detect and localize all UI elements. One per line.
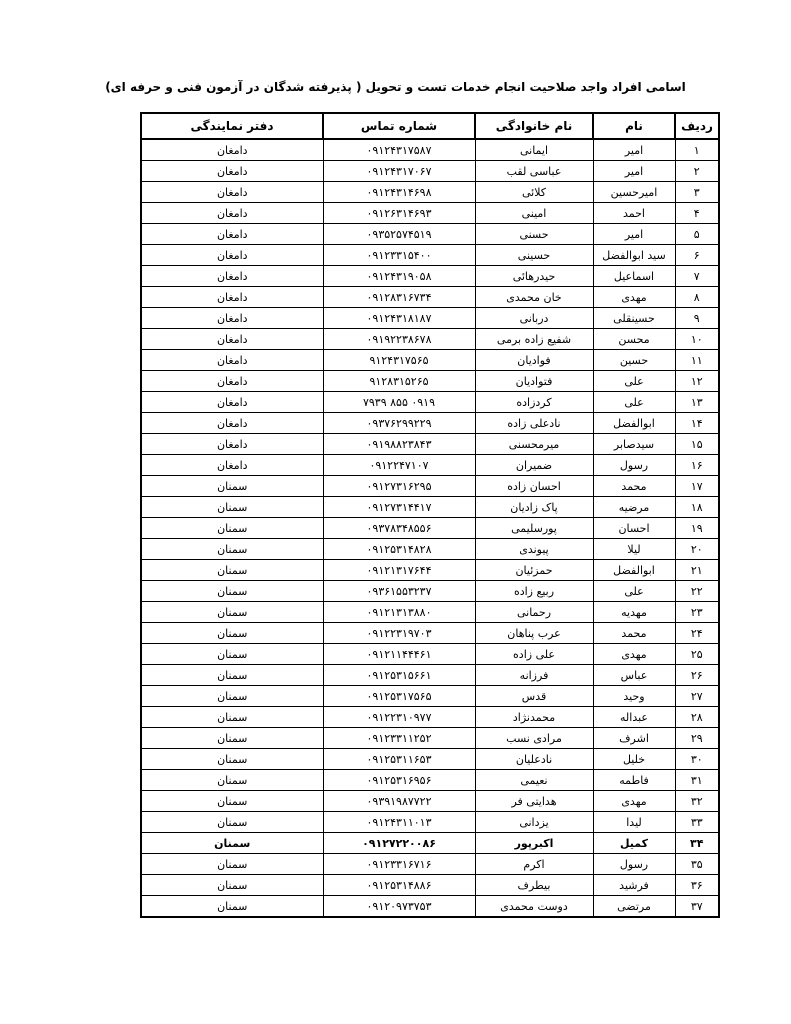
cell-phone: ۹۱۲۸۳۱۵۲۶۵: [323, 371, 475, 392]
table-row: [141, 245, 719, 266]
cell-row-number: ۲۲: [675, 581, 719, 602]
cell-office: دامغان: [141, 434, 323, 455]
table-row: [141, 602, 719, 623]
cell-row-number: ۳: [675, 182, 719, 203]
cell-first-name: مهدی: [593, 644, 675, 665]
cell-last-name: ایمانی: [475, 139, 593, 161]
cell-row-number: ۳۵: [675, 854, 719, 875]
cell-office: سمنان: [141, 812, 323, 833]
table-row: [141, 455, 719, 476]
cell-row-number: ۷: [675, 266, 719, 287]
cell-office: سمنان: [141, 539, 323, 560]
table-header-row: [141, 113, 719, 139]
cell-first-name: مرتضی: [593, 896, 675, 918]
cell-row-number: ۲۳: [675, 602, 719, 623]
table-row: [141, 308, 719, 329]
cell-last-name: پیوندی: [475, 539, 593, 560]
cell-row-number: ۱۰: [675, 329, 719, 350]
table-row: [141, 875, 719, 896]
cell-first-name: عباس: [593, 665, 675, 686]
cell-first-name: عبداله: [593, 707, 675, 728]
cell-office: سمنان: [141, 665, 323, 686]
cell-phone: ۰۹۱۲۰۹۷۳۷۵۳: [323, 896, 475, 918]
cell-first-name: علی: [593, 392, 675, 413]
cell-last-name: فوادیان: [475, 350, 593, 371]
cell-phone: ۰۹۱۲۸۳۱۶۷۳۴: [323, 287, 475, 308]
cell-phone: ۰۹۱۲۴۳۱۷۰۶۷: [323, 161, 475, 182]
cell-first-name: محمد: [593, 476, 675, 497]
cell-last-name: حمزئیان: [475, 560, 593, 581]
cell-office: دامغان: [141, 161, 323, 182]
cell-first-name: مهدیه: [593, 602, 675, 623]
cell-office: دامغان: [141, 455, 323, 476]
cell-last-name: ضمیران: [475, 455, 593, 476]
cell-phone: ۰۹۳۵۲۵۷۴۵۱۹: [323, 224, 475, 245]
cell-phone: ۰۹۱۲۲۳۱۰۹۷۷: [323, 707, 475, 728]
cell-office: سمنان: [141, 833, 323, 854]
cell-row-number: ۳۱: [675, 770, 719, 791]
cell-first-name: احسان: [593, 518, 675, 539]
cell-first-name: ابوالفضل: [593, 560, 675, 581]
header-last-name: نام خانوادگی: [475, 113, 593, 139]
cell-last-name: اکرم: [475, 854, 593, 875]
cell-last-name: عرب پناهان: [475, 623, 593, 644]
table-row: [141, 770, 719, 791]
cell-first-name: امیر: [593, 161, 675, 182]
table-row: [141, 896, 719, 918]
cell-office: دامغان: [141, 329, 323, 350]
cell-phone: ۰۹۱۹ ۸۵۵ ۷۹۳۹: [323, 392, 475, 413]
cell-phone: ۰۹۱۲۷۳۱۴۴۱۷: [323, 497, 475, 518]
cell-row-number: ۱: [675, 139, 719, 161]
cell-last-name: خان محمدی: [475, 287, 593, 308]
table-row: [141, 203, 719, 224]
cell-last-name: عباسی لقب: [475, 161, 593, 182]
cell-first-name: سیدصابر: [593, 434, 675, 455]
page-title: اسامی افراد واجد صلاحیت انجام خدمات تست و تحویل ( پذیرفته شدگان در آزمون فنی و حرفه ای): [105, 80, 686, 94]
cell-first-name: رسول: [593, 455, 675, 476]
cell-last-name: حیدرهائی: [475, 266, 593, 287]
cell-office: دامغان: [141, 392, 323, 413]
cell-first-name: محمد: [593, 623, 675, 644]
cell-phone: ۰۹۱۹۸۸۲۳۸۴۳: [323, 434, 475, 455]
cell-first-name: محسن: [593, 329, 675, 350]
cell-phone: ۰۹۳۹۱۹۸۷۷۲۲: [323, 791, 475, 812]
table-row: [141, 224, 719, 245]
cell-first-name: فاطمه: [593, 770, 675, 791]
cell-phone: ۰۹۱۲۵۳۱۴۸۸۶: [323, 875, 475, 896]
header-office: دفتر نمایندگی: [141, 113, 323, 139]
cell-row-number: ۲۱: [675, 560, 719, 581]
cell-first-name: امیر: [593, 139, 675, 161]
cell-first-name: سید ابوالفضل: [593, 245, 675, 266]
cell-last-name: قدس: [475, 686, 593, 707]
cell-first-name: لیلا: [593, 539, 675, 560]
cell-row-number: ۲۵: [675, 644, 719, 665]
cell-row-number: ۳۰: [675, 749, 719, 770]
cell-office: سمنان: [141, 875, 323, 896]
cell-phone: ۰۹۱۲۲۳۱۹۷۰۳: [323, 623, 475, 644]
cell-last-name: هدایتی فر: [475, 791, 593, 812]
table-row: [141, 329, 719, 350]
cell-phone: ۰۹۳۷۸۳۴۸۵۵۶: [323, 518, 475, 539]
cell-first-name: علی: [593, 581, 675, 602]
cell-last-name: کردزاده: [475, 392, 593, 413]
cell-last-name: مرادی نسب: [475, 728, 593, 749]
cell-row-number: ۵: [675, 224, 719, 245]
cell-last-name: دوست محمدی: [475, 896, 593, 918]
cell-office: سمنان: [141, 518, 323, 539]
cell-office: دامغان: [141, 203, 323, 224]
cell-phone: ۰۹۱۲۳۳۱۱۲۵۲: [323, 728, 475, 749]
cell-phone: ۹۱۲۴۳۱۷۵۶۵: [323, 350, 475, 371]
cell-last-name: یزدانی: [475, 812, 593, 833]
table-row: [141, 749, 719, 770]
cell-row-number: ۳۴: [675, 833, 719, 854]
cell-phone: ۰۹۱۲۴۳۱۹۰۵۸: [323, 266, 475, 287]
cell-office: دامغان: [141, 266, 323, 287]
cell-row-number: ۲۴: [675, 623, 719, 644]
cell-last-name: علی زاده: [475, 644, 593, 665]
cell-office: دامغان: [141, 308, 323, 329]
cell-row-number: ۱۴: [675, 413, 719, 434]
cell-last-name: احسان زاده: [475, 476, 593, 497]
table-row: [141, 392, 719, 413]
cell-first-name: وحید: [593, 686, 675, 707]
cell-phone: ۰۹۱۲۳۳۱۶۷۱۶: [323, 854, 475, 875]
cell-last-name: پاک زادیان: [475, 497, 593, 518]
table-row: [141, 707, 719, 728]
cell-row-number: ۴: [675, 203, 719, 224]
cell-phone: ۰۹۱۲۱۳۱۳۸۸۰: [323, 602, 475, 623]
cell-office: سمنان: [141, 602, 323, 623]
cell-last-name: میرمحسنی: [475, 434, 593, 455]
cell-office: سمنان: [141, 581, 323, 602]
cell-phone: ۰۹۱۲۴۳۱۷۵۸۷: [323, 139, 475, 161]
cell-row-number: ۱۱: [675, 350, 719, 371]
cell-row-number: ۳۲: [675, 791, 719, 812]
cell-office: دامغان: [141, 182, 323, 203]
table-row: [141, 518, 719, 539]
table-row: [141, 686, 719, 707]
cell-row-number: ۶: [675, 245, 719, 266]
cell-first-name: حسین: [593, 350, 675, 371]
table-row: [141, 350, 719, 371]
cell-row-number: ۲۶: [675, 665, 719, 686]
table-row: [141, 497, 719, 518]
cell-first-name: حسینقلی: [593, 308, 675, 329]
cell-phone: ۰۹۱۲۵۳۱۱۶۵۳: [323, 749, 475, 770]
cell-first-name: احمد: [593, 203, 675, 224]
cell-phone: ۰۹۳۶۱۵۵۳۲۳۷: [323, 581, 475, 602]
table-body: [141, 139, 719, 917]
table-row: [141, 539, 719, 560]
cell-office: دامغان: [141, 413, 323, 434]
cell-first-name: ابوالفضل: [593, 413, 675, 434]
cell-office: دامغان: [141, 371, 323, 392]
cell-row-number: ۱۸: [675, 497, 719, 518]
table-row: [141, 476, 719, 497]
cell-last-name: شفیع زاده برمی: [475, 329, 593, 350]
cell-office: سمنان: [141, 497, 323, 518]
cell-office: سمنان: [141, 770, 323, 791]
cell-office: سمنان: [141, 854, 323, 875]
cell-office: سمنان: [141, 560, 323, 581]
table-row: [141, 266, 719, 287]
cell-phone: ۰۹۱۲۴۳۱۴۶۹۸: [323, 182, 475, 203]
table-row: [141, 623, 719, 644]
cell-last-name: بیطرف: [475, 875, 593, 896]
cell-first-name: مرضیه: [593, 497, 675, 518]
roster-table: [140, 112, 720, 918]
cell-office: سمنان: [141, 686, 323, 707]
table-row: [141, 413, 719, 434]
table-row: [141, 161, 719, 182]
table-row: [141, 791, 719, 812]
cell-phone: ۰۹۱۲۵۳۱۶۹۵۶: [323, 770, 475, 791]
cell-last-name: رحمانی: [475, 602, 593, 623]
cell-phone: ۰۹۱۲۴۳۱۸۱۸۷: [323, 308, 475, 329]
cell-row-number: ۹: [675, 308, 719, 329]
header-row-number: ردیف: [675, 113, 719, 139]
cell-last-name: امینی: [475, 203, 593, 224]
cell-phone: ۰۹۱۲۱۳۱۷۶۴۴: [323, 560, 475, 581]
cell-row-number: ۱۷: [675, 476, 719, 497]
cell-office: دامغان: [141, 287, 323, 308]
table-row: [141, 644, 719, 665]
cell-phone: ۰۹۱۲۵۳۱۴۸۲۸: [323, 539, 475, 560]
cell-first-name: مهدی: [593, 287, 675, 308]
cell-phone: ۰۹۱۲۷۳۱۶۲۹۵: [323, 476, 475, 497]
cell-first-name: رسول: [593, 854, 675, 875]
cell-office: سمنان: [141, 749, 323, 770]
cell-first-name: اشرف: [593, 728, 675, 749]
cell-phone: ۰۹۱۹۲۲۳۸۶۷۸: [323, 329, 475, 350]
cell-row-number: ۱۳: [675, 392, 719, 413]
cell-last-name: اکبرپور: [475, 833, 593, 854]
cell-last-name: محمدنژاد: [475, 707, 593, 728]
table-row: [141, 371, 719, 392]
cell-first-name: لیدا: [593, 812, 675, 833]
cell-last-name: نادعلیان: [475, 749, 593, 770]
cell-office: سمنان: [141, 791, 323, 812]
cell-phone: ۰۹۱۲۴۳۱۱۰۱۳: [323, 812, 475, 833]
cell-row-number: ۳۶: [675, 875, 719, 896]
table-row: [141, 139, 719, 161]
cell-row-number: ۱۹: [675, 518, 719, 539]
cell-row-number: ۱۶: [675, 455, 719, 476]
cell-last-name: حسنی: [475, 224, 593, 245]
cell-last-name: فتوادیان: [475, 371, 593, 392]
table-row: [141, 182, 719, 203]
cell-phone: ۰۹۱۲۵۳۱۷۵۶۵: [323, 686, 475, 707]
cell-office: دامغان: [141, 350, 323, 371]
cell-office: سمنان: [141, 476, 323, 497]
cell-row-number: ۳۳: [675, 812, 719, 833]
cell-last-name: ربیع زاده: [475, 581, 593, 602]
cell-row-number: ۲۸: [675, 707, 719, 728]
cell-office: سمنان: [141, 644, 323, 665]
cell-row-number: ۳۷: [675, 896, 719, 918]
cell-office: دامغان: [141, 224, 323, 245]
cell-first-name: فرشید: [593, 875, 675, 896]
cell-row-number: ۸: [675, 287, 719, 308]
cell-last-name: حسینی: [475, 245, 593, 266]
cell-last-name: کلائی: [475, 182, 593, 203]
cell-office: سمنان: [141, 728, 323, 749]
cell-last-name: دربانی: [475, 308, 593, 329]
cell-row-number: ۲۹: [675, 728, 719, 749]
cell-office: سمنان: [141, 623, 323, 644]
cell-row-number: ۱۵: [675, 434, 719, 455]
cell-first-name: علی: [593, 371, 675, 392]
cell-last-name: فرزانه: [475, 665, 593, 686]
cell-phone: ۰۹۱۲۳۳۱۵۴۰۰: [323, 245, 475, 266]
table-row: [141, 812, 719, 833]
cell-row-number: ۲: [675, 161, 719, 182]
table-row: [141, 854, 719, 875]
cell-row-number: ۲۰: [675, 539, 719, 560]
header-phone: شماره تماس: [323, 113, 475, 139]
cell-row-number: ۱۲: [675, 371, 719, 392]
cell-last-name: پورسلیمی: [475, 518, 593, 539]
cell-office: سمنان: [141, 707, 323, 728]
cell-office: سمنان: [141, 896, 323, 918]
table-row: [141, 833, 719, 854]
cell-first-name: مهدی: [593, 791, 675, 812]
cell-phone: ۰۹۱۲۷۲۲۰۰۸۶: [323, 833, 475, 854]
cell-phone: ۰۹۱۲۲۴۷۱۰۷: [323, 455, 475, 476]
table-row: [141, 560, 719, 581]
table-row: [141, 728, 719, 749]
cell-first-name: امیر: [593, 224, 675, 245]
cell-office: دامغان: [141, 139, 323, 161]
table-row: [141, 665, 719, 686]
table-row: [141, 287, 719, 308]
cell-phone: ۰۹۱۲۶۳۱۴۶۹۳: [323, 203, 475, 224]
cell-last-name: نادعلی زاده: [475, 413, 593, 434]
cell-row-number: ۲۷: [675, 686, 719, 707]
cell-phone: ۰۹۱۲۵۳۱۵۶۶۱: [323, 665, 475, 686]
cell-first-name: اسماعیل: [593, 266, 675, 287]
table-row: [141, 581, 719, 602]
cell-first-name: کمیل: [593, 833, 675, 854]
cell-first-name: خلیل: [593, 749, 675, 770]
table-row: [141, 434, 719, 455]
cell-office: دامغان: [141, 245, 323, 266]
cell-last-name: نعیمی: [475, 770, 593, 791]
cell-phone: ۰۹۱۲۱۱۴۴۴۶۱: [323, 644, 475, 665]
header-first-name: نام: [593, 113, 675, 139]
cell-phone: ۰۹۳۷۶۲۹۹۲۲۹: [323, 413, 475, 434]
cell-first-name: امیرحسین: [593, 182, 675, 203]
